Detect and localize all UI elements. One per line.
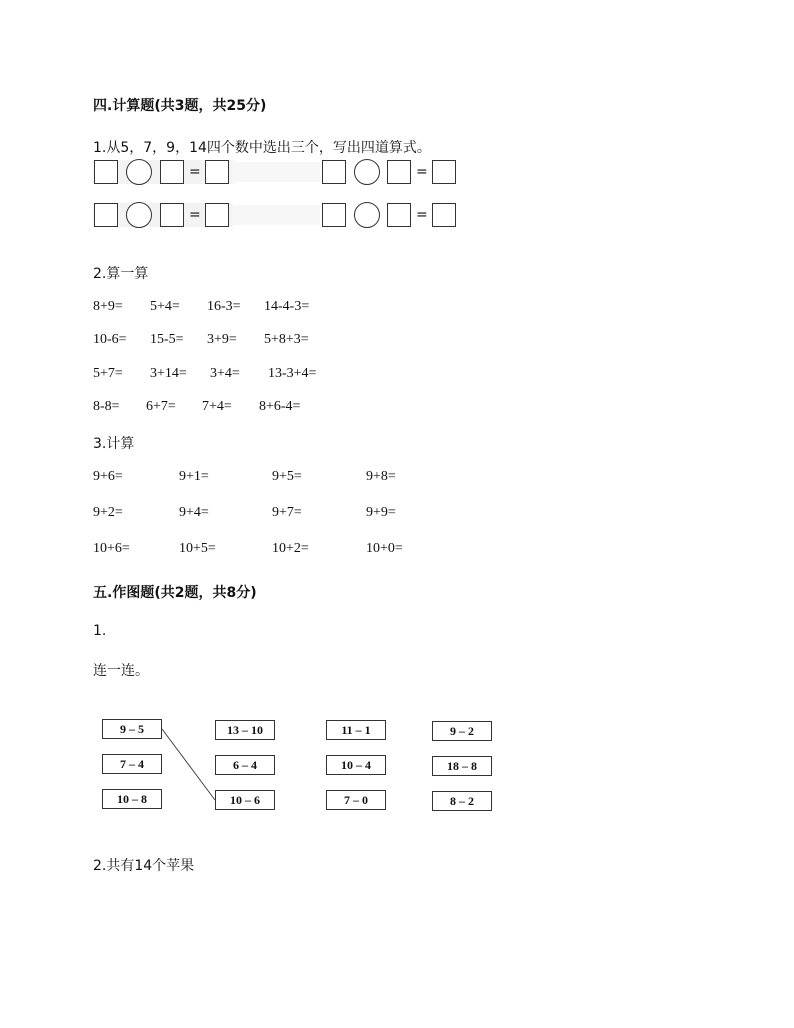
- answer-square: [322, 203, 346, 227]
- expression: 10+6=: [93, 541, 130, 556]
- match-box[interactable]: 7 – 4: [102, 754, 162, 774]
- expression: 10-6=: [93, 332, 127, 347]
- answer-square: [322, 160, 346, 184]
- question-2-title: 2.算一算: [93, 266, 149, 282]
- match-box[interactable]: 7 – 0: [326, 790, 386, 810]
- expression: 9+1=: [179, 469, 209, 484]
- match-box[interactable]: 10 – 8: [102, 789, 162, 809]
- expression: 3+4=: [210, 366, 240, 381]
- expression: 16-3=: [207, 299, 241, 314]
- expression: 5+8+3=: [264, 332, 309, 347]
- expression: 3+14=: [150, 366, 187, 381]
- answer-square: [432, 160, 456, 184]
- expression: 9+5=: [272, 469, 302, 484]
- answer-square: [160, 160, 184, 184]
- equals-sign: =: [416, 207, 428, 223]
- expression: 10+2=: [272, 541, 309, 556]
- answer-square: [160, 203, 184, 227]
- operator-circle: [126, 159, 152, 185]
- expression: 9+7=: [272, 505, 302, 520]
- expression: 9+2=: [93, 505, 123, 520]
- expression: 3+9=: [207, 332, 237, 347]
- expression: 9+4=: [179, 505, 209, 520]
- operator-circle: [354, 159, 380, 185]
- equation-band: [232, 205, 320, 225]
- match-box[interactable]: 11 – 1: [326, 720, 386, 740]
- expression: 10+0=: [366, 541, 403, 556]
- expression: 13-3+4=: [268, 366, 317, 381]
- expression: 9+6=: [93, 469, 123, 484]
- expression: 9+8=: [366, 469, 396, 484]
- answer-square: [387, 160, 411, 184]
- match-box[interactable]: 10 – 4: [326, 755, 386, 775]
- equation-band: [232, 162, 320, 182]
- equals-sign: =: [416, 164, 428, 180]
- operator-circle: [126, 202, 152, 228]
- answer-square: [432, 203, 456, 227]
- answer-square: [94, 203, 118, 227]
- match-box[interactable]: 10 – 6: [215, 790, 275, 810]
- match-box[interactable]: 6 – 4: [215, 755, 275, 775]
- equals-sign: =: [189, 164, 201, 180]
- expression: 15-5=: [150, 332, 184, 347]
- expression: 6+7=: [146, 399, 176, 414]
- question-1-text: 1.从5，7，9，14四个数中选出三个，写出四道算式。: [93, 140, 431, 156]
- answer-square: [94, 160, 118, 184]
- answer-square: [205, 160, 229, 184]
- question-3-title: 3.计算: [93, 436, 135, 452]
- operator-circle: [354, 202, 380, 228]
- match-box[interactable]: 18 – 8: [432, 756, 492, 776]
- expression: 14-4-3=: [264, 299, 310, 314]
- answer-square: [387, 203, 411, 227]
- expression: 5+4=: [150, 299, 180, 314]
- section-5-question-1-number: 1.: [93, 623, 107, 639]
- answer-square: [205, 203, 229, 227]
- section-5-title: 五.作图题(共2题，共8分): [93, 585, 257, 601]
- match-box[interactable]: 9 – 5: [102, 719, 162, 739]
- match-box[interactable]: 8 – 2: [432, 791, 492, 811]
- match-box[interactable]: 9 – 2: [432, 721, 492, 741]
- section-5-question-2-text: 2.共有14个苹果: [93, 858, 195, 874]
- expression: 10+5=: [179, 541, 216, 556]
- expression: 8-8=: [93, 399, 120, 414]
- match-box[interactable]: 13 – 10: [215, 720, 275, 740]
- expression: 7+4=: [202, 399, 232, 414]
- expression: 9+9=: [366, 505, 396, 520]
- expression: 8+6-4=: [259, 399, 301, 414]
- expression: 8+9=: [93, 299, 123, 314]
- expression: 5+7=: [93, 366, 123, 381]
- equals-sign: =: [189, 207, 201, 223]
- section-4-title: 四.计算题(共3题，共25分): [93, 98, 267, 114]
- matching-instruction: 连一连。: [93, 663, 149, 679]
